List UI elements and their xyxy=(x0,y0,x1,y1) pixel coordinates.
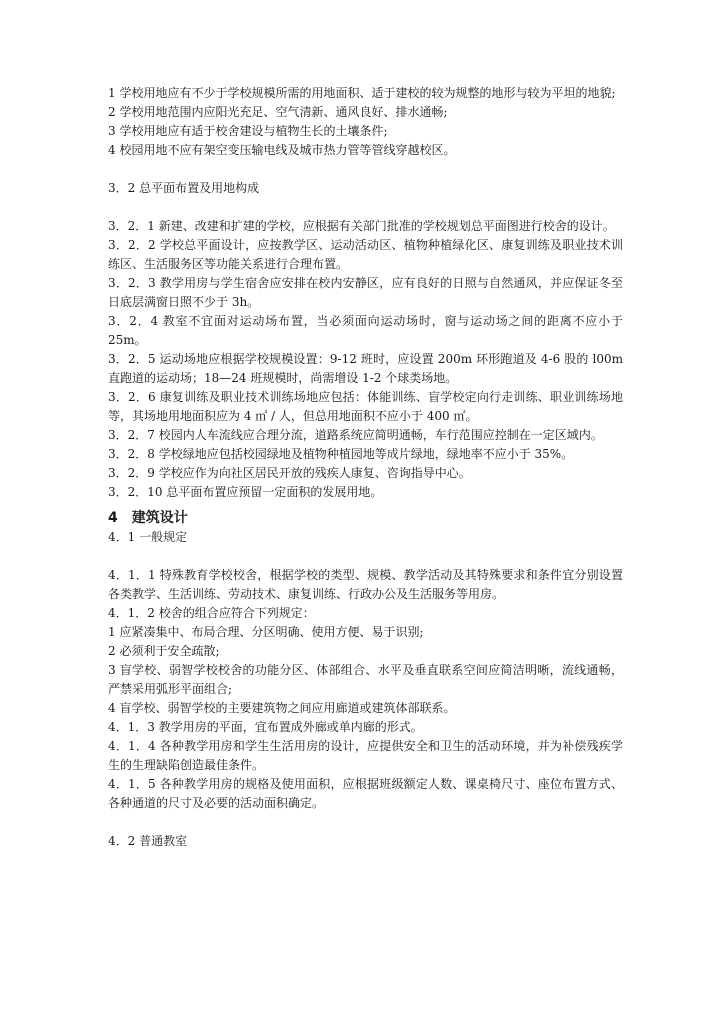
clause: 3．2．3 教学用房与学生宿舍应安排在校内安静区，应有良好的日照与自然通风，并应保证冬至日底层满窗日照不少于 3h。 xyxy=(108,276,623,309)
section-heading-3-2: 3．2 总平面布置及用地构成 xyxy=(108,181,260,195)
list-item: 1 学校用地应有不少于学校规模所需的用地面积、适于建校的较为规整的地形与较为平坦的地貌; xyxy=(108,86,616,100)
clause: 4．1．3 教学用房的平面，宜布置成外廊或单内廊的形式。 xyxy=(108,720,423,734)
clause: 4．1．4 各种教学用房和学生生活用房的设计，应提供安全和卫生的活动环境，并为补偿残疾学生的生理缺陷创造最佳条件。 xyxy=(108,739,623,772)
chapter-heading xyxy=(108,508,623,528)
list-item: 4 校园用地不应有架空变压输电线及城市热力管等管线穿越校区。 xyxy=(108,143,456,157)
section-4-1-clauses xyxy=(108,566,623,813)
list-item: 2 学校用地范围内应阳光充足、空气清新、通风良好、排水通畅; xyxy=(108,105,448,119)
section-heading-4-2: 4．2 普通教室 xyxy=(108,834,188,848)
clause: 3．2．2 学校总平面设计，应按教学区、运动活动区、植物种植绿化区、康复训练及职业技术训练区、生活服务区等功能关系进行合理布置。 xyxy=(108,238,623,271)
list-item: 2 必须利于安全疏散; xyxy=(108,644,220,658)
document-page xyxy=(108,84,623,851)
clause: 3．2．8 学校绿地应包括校园绿地及植物种植园地等成片绿地，绿地率不应小于 35%。 xyxy=(108,447,574,461)
list-item: 4 盲学校、弱智学校的主要建筑物之间应用廊道或建筑体部联系。 xyxy=(108,701,456,715)
list-item: 3 学校用地应有适于校舍建设与植物生长的土壤条件; xyxy=(108,124,388,138)
list-item: 1 应紧凑集中、布局合理、分区明确、使用方便、易于识别; xyxy=(108,625,424,639)
clause: 3．2．9 学校应作为向社区居民开放的残疾人康复、咨询指导中心。 xyxy=(108,466,471,480)
chapter-number: 4 xyxy=(108,510,118,526)
clause: 3．2．6 康复训练及职业技术训练场地应包括：体能训练、盲学校定向行走训练、职业训练场地等，其场地用地面积应为 4 ㎡ / 人，但总用地面积不应小于 400 ㎡。 xyxy=(108,390,623,423)
clause: 4．1．1 特殊教育学校校舍，根据学校的类型、规模、教学活动及其特殊要求和条件宜分别设置各类教学、生活训练、劳动技术、康复训练、行政办公及生活服务等用房。 xyxy=(108,568,623,601)
clause: 3．2．1 新建、改建和扩建的学校，应根据有关部门批准的学校规划总平面图进行校舍的设计。 xyxy=(108,219,615,233)
clause: 3．2．10 总平面布置应预留一定面积的发展用地。 xyxy=(108,485,383,499)
list-item: 3 盲学校、弱智学校校舍的功能分区、体部组合、水平及垂直联系空间应简洁明晰，流线通畅，严禁采用弧形平面组合; xyxy=(108,663,623,696)
clause: 3．2．4 教室不宜面对运动场布置，当必须面向运动场时，窗与运动场之间的距离不应小于 25m。 xyxy=(108,314,623,347)
clause: 3．2．5 运动场地应根据学校规模设置：9-12 班时，应设置 200m 环形跑道及 4-6 股的 l00m 直跑道的运动场；18—24 班规模时，尚需增设 1-2 个球类场地。 xyxy=(108,352,623,385)
section-3-2-clauses xyxy=(108,217,623,502)
section-heading-4-1: 4．1 一般规定 xyxy=(108,530,188,544)
chapter-title: 建筑设计 xyxy=(131,510,188,526)
site-requirements-list xyxy=(108,84,623,160)
clause: 4．1．2 校舍的组合应符合下列规定： xyxy=(108,606,315,620)
clause: 4．1．5 各种教学用房的规格及使用面积，应根据班级额定人数、课桌椅尺寸、座位布置方式、各种通道的尺寸及必要的活动面积确定。 xyxy=(108,777,623,810)
clause: 3．2．7 校园内人车流线应合理分流，道路系统应简明通畅，车行范围应控制在一定区域内。 xyxy=(108,428,603,442)
